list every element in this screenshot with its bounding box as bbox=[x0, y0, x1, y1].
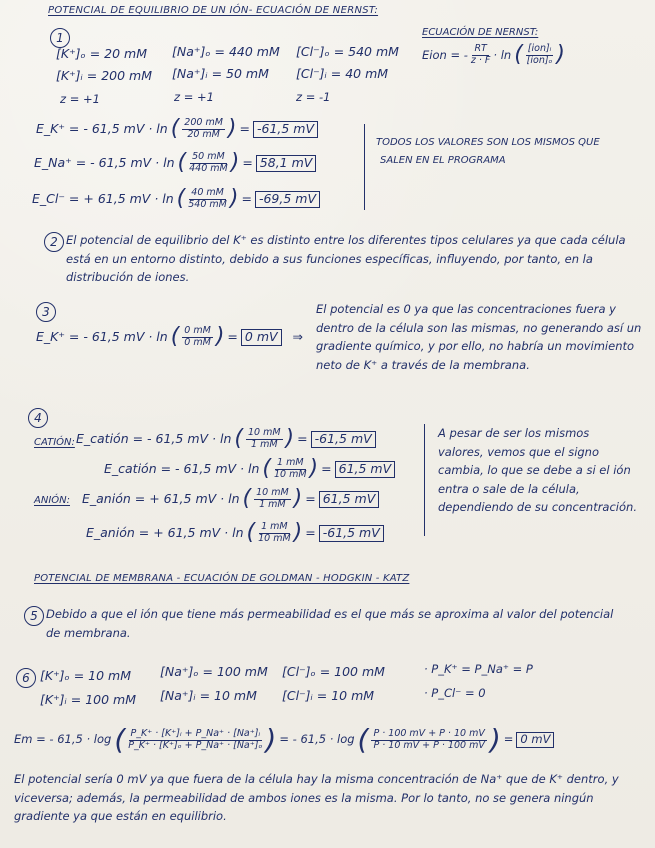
k-out: [K⁺]ₒ = 20 mM bbox=[56, 46, 147, 61]
s6-perm-2: · P_Cl⁻ = 0 bbox=[424, 686, 486, 700]
eq-ek: E_K⁺ = - 61,5 mV · ln ( $\frac{200 mM}{20 mM}$ ) = -61,5 mV bbox=[36, 118, 318, 141]
eq-ena-fraction bbox=[189, 152, 228, 175]
s6-cl-in: [Cl⁻]ᵢ = 10 mM bbox=[282, 688, 375, 703]
eq-c1-lhs: E_catión = - 61,5 mV · ln bbox=[76, 431, 232, 447]
eq-ghk-mid: = - 61,5 · log bbox=[279, 732, 355, 747]
eq-c2-den: 10 mM bbox=[273, 468, 307, 480]
item-number-5: 5 bbox=[24, 606, 44, 626]
nernst-lhs: Eion = - bbox=[422, 47, 468, 62]
eq-c1-num: 10 mM bbox=[247, 427, 281, 438]
item-number-4: 4 bbox=[28, 408, 48, 428]
eq-ghk-den-2: P · 10 mV + P · 100 mV bbox=[373, 739, 485, 751]
result-c1: -61,5 mV bbox=[311, 431, 376, 448]
eq-ghk-fraction bbox=[128, 729, 262, 752]
s6-perm-1: · P_K⁺ = P_Na⁺ = P bbox=[424, 662, 533, 676]
z-k: z = +1 bbox=[60, 92, 100, 106]
result-a2: -61,5 mV bbox=[319, 525, 384, 542]
item-number-1: 1 bbox=[50, 28, 70, 48]
eq-a2: E_anión = + 61,5 mV · ln ( $\frac{1 mM}{10 mM}$ ) = -61,5 mV bbox=[86, 522, 384, 545]
nernst-ion-out: [ion]ₒ bbox=[526, 54, 553, 66]
answer-5: Debido a que el ión que tiene más permeabilidad es el que más se aproxima al valor del potencial de membrana. bbox=[46, 607, 614, 640]
nernst-ion-in: [ion]ᵢ bbox=[527, 43, 552, 54]
eq-ghk-num: P_K⁺ · [K⁺]ᵢ + P_Na⁺ · [Na⁺]ᵢ bbox=[130, 727, 261, 739]
eq-a1-den: 1 mM bbox=[259, 498, 286, 510]
section-title-nernst: POTENCIAL DE EQUILIBRIO DE UN IÓN- ECUACIÓN DE NERNST: bbox=[48, 5, 379, 16]
result-c2: 61,5 mV bbox=[335, 461, 396, 478]
eq-s3: E_K⁺ = - 61,5 mV · ln ( $\frac{0 mM}{0 mM}$ ) = 0 mV ⇒ bbox=[36, 324, 304, 350]
note-line-2: SALEN EN EL PROGRAMA bbox=[380, 155, 506, 166]
na-out: [Na⁺]ₒ = 440 mM bbox=[172, 44, 280, 59]
note-line-1: TODOS LOS VALORES SON LOS MISMOS QUE bbox=[376, 137, 600, 148]
item-number-2: 2 bbox=[44, 232, 64, 252]
cl-out: [Cl⁻]ₒ = 540 mM bbox=[296, 44, 399, 59]
nernst-rt: RT bbox=[474, 43, 487, 54]
z-cl: z = -1 bbox=[296, 90, 331, 104]
eq-c2-num: 1 mM bbox=[277, 457, 304, 468]
result-s3: 0 mV bbox=[241, 329, 282, 346]
cl-in: [Cl⁻]ᵢ = 40 mM bbox=[296, 66, 389, 81]
nernst-title: ECUACIÓN DE NERNST: bbox=[422, 27, 539, 38]
answer-3: El potencial es 0 ya que las concentraciones fuera y dentro de la célula son las mismas, no generando así un gradiente químico, y por ello, no habría un movimiento neto de K⁺ a través de la membrana. bbox=[316, 302, 642, 372]
eq-ghk-den: P_K⁺ · [K⁺]ₒ + P_Na⁺ · [Na⁺]ₒ bbox=[128, 739, 263, 751]
result-ena: 58,1 mV bbox=[256, 155, 317, 172]
result-em: 0 mV bbox=[516, 732, 554, 748]
s6-k-in: [K⁺]ᵢ = 100 mM bbox=[40, 692, 136, 707]
nernst-ion-fraction bbox=[526, 44, 554, 67]
eq-a1-fraction bbox=[254, 488, 291, 511]
nernst-zf: z · F bbox=[470, 54, 491, 66]
eq-ek-den: 20 mM bbox=[187, 128, 220, 140]
answer-2: El potencial de equilibrio del K⁺ es distinto entre los diferentes tipos celulares ya que cada célula está en un entorno distinto, debido a sus funciones específicas, influyendo, por tanto, en la distribución de iones. bbox=[66, 233, 626, 284]
result-a1: 61,5 mV bbox=[319, 491, 380, 508]
s6-na-in: [Na⁺]ᵢ = 10 mM bbox=[160, 688, 257, 703]
eq-ecl: E_Cl⁻ = + 61,5 mV · ln ( $\frac{40 mM}{540 mM}$ ) = -69,5 mV bbox=[32, 188, 320, 211]
item-number-3: 3 bbox=[36, 302, 56, 322]
result-ecl: -69,5 mV bbox=[255, 191, 320, 208]
eq-ena-den: 440 mM bbox=[189, 162, 228, 174]
eq-c1: E_catión = - 61,5 mV · ln ( $\frac{10 mM}{1 mM}$ ) = -61,5 mV bbox=[76, 428, 376, 451]
s6-na-out: [Na⁺]ₒ = 100 mM bbox=[160, 664, 268, 679]
eq-ek-fraction bbox=[182, 118, 225, 141]
eq-s3-lhs: E_K⁺ = - 61,5 mV · ln bbox=[36, 329, 168, 345]
eq-ecl-den: 540 mM bbox=[188, 198, 227, 210]
eq-ghk: Em = - 61,5 · log ( $\frac{\text{P\_K⁺ · [K⁺]ᵢ + P\_Na⁺ · [Na⁺]ᵢ}}{\text{P\_K⁺ · [K⁺]ₒ + P\_Na⁺ · [Na⁺]ₒ}}$ ) = - 61,5 · log ( $\frac{P \cdot 100 mV + P \cdot 10 mV}{P \cdot 10 mV + P \cdot 100 mV}$ ) = 0 mV bbox=[14, 726, 554, 754]
eq-a1-num: 10 mM bbox=[256, 487, 289, 498]
brace-line-1 bbox=[364, 124, 365, 210]
brace-line-4 bbox=[424, 424, 425, 536]
eq-ghk-lhs: Em = - 61,5 · log bbox=[14, 732, 112, 747]
eq-s3-den: 0 mM bbox=[184, 336, 211, 348]
eq-c2-fraction bbox=[274, 458, 307, 481]
z-na: z = +1 bbox=[174, 90, 214, 104]
eq-ecl-lhs: E_Cl⁻ = + 61,5 mV · ln bbox=[32, 191, 174, 207]
eq-c2: E_catión = - 61,5 mV · ln ( $\frac{1 mM}{10 mM}$ ) = 61,5 mV bbox=[104, 458, 395, 481]
nernst-ln: · ln bbox=[493, 47, 512, 62]
nernst-rt-fraction bbox=[471, 44, 491, 67]
na-in: [Na⁺]ᵢ = 50 mM bbox=[172, 66, 269, 81]
s6-k-out: [K⁺]ₒ = 10 mM bbox=[40, 668, 131, 683]
eq-a2-num: 1 mM bbox=[261, 521, 288, 532]
eq-s3-fraction bbox=[182, 326, 213, 349]
answer-4: A pesar de ser los mismos valores, vemos que el signo cambia, lo que se debe a si el ión entra o sale de la célula, dependiendo de su concentración. bbox=[438, 426, 637, 514]
eq-ena: E_Na⁺ = - 61,5 mV · ln ( $\frac{50 mM}{440 mM}$ ) = 58,1 mV bbox=[34, 152, 316, 175]
eq-ecl-num: 40 mM bbox=[191, 187, 224, 198]
eq-a1-lhs: E_anión = + 61,5 mV · ln bbox=[82, 491, 240, 507]
eq-ghk-fraction-2 bbox=[371, 729, 486, 752]
eq-a1: E_anión = + 61,5 mV · ln ( $\frac{10 mM}{1 mM}$ ) = 61,5 mV bbox=[82, 488, 379, 511]
eq-ek-num: 200 mM bbox=[184, 117, 223, 128]
cation-label: CATIÓN: bbox=[34, 437, 75, 448]
nernst-equation: Eion = - $\frac{RT}{z \cdot F}$ · ln ( $\frac{\text{[ion]ᵢ}}{\text{[ion]ₒ}}$ ) bbox=[422, 42, 565, 68]
eq-ek-lhs: E_K⁺ = - 61,5 mV · ln bbox=[36, 121, 168, 137]
result-ek: -61,5 mV bbox=[253, 121, 318, 138]
eq-s3-num: 0 mM bbox=[184, 325, 211, 336]
k-in: [K⁺]ᵢ = 200 mM bbox=[56, 68, 152, 83]
section-title-ghk: POTENCIAL DE MEMBRANA - ECUACIÓN DE GOLDMAN - HODGKIN - KATZ bbox=[34, 573, 410, 584]
eq-ecl-fraction bbox=[188, 188, 227, 211]
eq-c1-fraction bbox=[246, 428, 283, 451]
eq-c2-lhs: E_catión = - 61,5 mV · ln bbox=[104, 461, 260, 477]
anion-label: ANIÓN: bbox=[34, 495, 70, 506]
answer-6: El potencial sería 0 mV ya que fuera de la célula hay la misma concentración de Na⁺ que de K⁺ dentro, y viceversa; además, la permeabilidad de ambos iones es la misma. Por lo tanto, no se genera ningún gradiente ya que están en equilibrio. bbox=[14, 772, 619, 823]
s6-cl-out: [Cl⁻]ₒ = 100 mM bbox=[282, 664, 385, 679]
eq-a2-lhs: E_anión = + 61,5 mV · ln bbox=[86, 525, 244, 541]
eq-a2-fraction bbox=[258, 522, 291, 545]
eq-a2-den: 10 mM bbox=[258, 532, 291, 544]
eq-c1-den: 1 mM bbox=[251, 438, 278, 450]
eq-ghk-num-2: P · 100 mV + P · 10 mV bbox=[373, 727, 485, 739]
eq-ena-num: 50 mM bbox=[192, 151, 225, 162]
implies-arrow: ⇒ bbox=[292, 329, 304, 345]
item-number-6: 6 bbox=[16, 668, 36, 688]
eq-ena-lhs: E_Na⁺ = - 61,5 mV · ln bbox=[34, 155, 175, 171]
